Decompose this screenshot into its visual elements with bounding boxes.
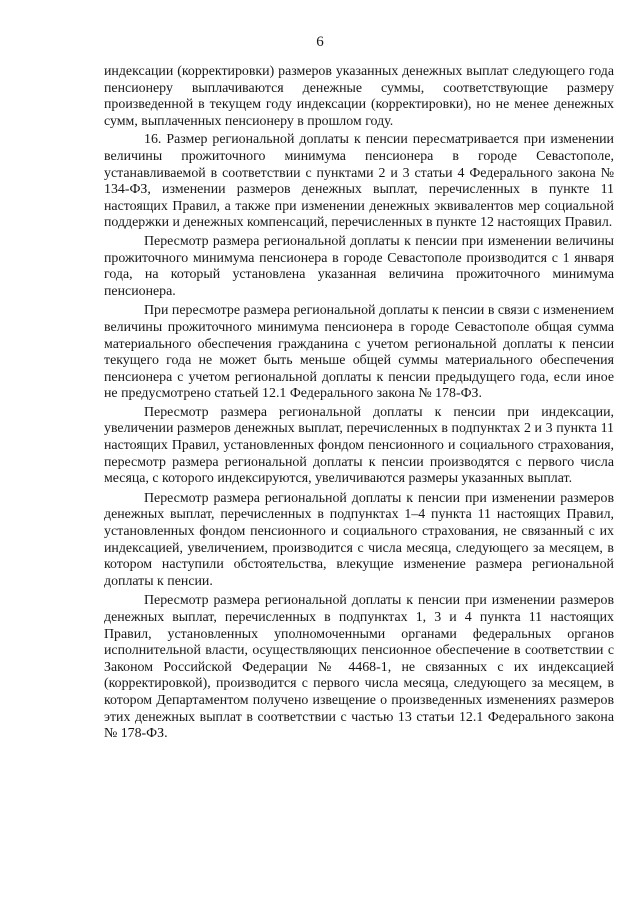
paragraph-indexation: Пересмотр размера региональной доплаты к пенсии при индексации, увеличении размеров денежных выплат, перечисленных в подпунктах 2 и 3 пункта 11 настоящих Правил, установленных фондом пенсионного и социального страхования, пересмотр размера региональной доплаты к пенсии производятся с первого числа месяца, с которого индексируются, увеличиваются размеры указанных выплат. <box>104 404 614 487</box>
paragraph-total-sum: При пересмотре размера региональной доплаты к пенсии в связи с изменением величины прожиточного минимума пенсионера в городе Севастополе общая сумма материального обеспечения гражданина с учетом региональной доплаты к пенсии текущего года не может быть меньше общей суммы материального обеспечения пенсионера с учетом региональной доплаты к пенсии предыдущего года, если иное не предусмотрено статьей 12.1 Федерального закона № 178-ФЗ. <box>104 303 614 402</box>
paragraph-federal-bodies: Пересмотр размера региональной доплаты к пенсии при изменении размеров денежных выплат, перечисленных в подпунктах 1, 3 и 4 пункта 11 настоящих Правил, установленных уполномоченными органами федеральных органов исполнительной власти, осуществляющих пенсионное обеспечение в соответствии с Законом Российской Федерации № 4468-1, не связанных с их индексацией (корректировкой), производится с первого числа месяца, следующего за месяцем, в котором Департаментом получено извещение о произведенных изменениях размеров этих денежных выплат в соответствии с частью 13 статьи 12.1 Федерального закона № 178-ФЗ. <box>104 593 614 742</box>
paragraph-continuation: индексации (корректировки) размеров указанных денежных выплат следующего года пенсионеру выплачиваются денежные суммы, соответствующие размеру произведенной в текущем году индексации (корректировки), но не менее денежных сумм, выплаченных пенсионеру в прошлом году. <box>104 64 614 129</box>
paragraph-item-16: 16. Размер региональной доплаты к пенсии пересматривается при изменении величины прожиточного минимума пенсионера в городе Севастополе, устанавливаемой в соответствии с пунктами 2 и 3 статьи 4 Федерального закона № 134-ФЗ, изменении размеров денежных выплат, перечисленных в пункте 11 настоящих Правил, а также при изменении денежных эквивалентов мер социальной поддержки и денежных компенсаций, перечисленных в пункте 12 настоящих Правил. <box>104 132 614 231</box>
paragraph-recalc-minimum: Пересмотр размера региональной доплаты к пенсии при изменении величины прожиточного минимума пенсионера в городе Севастополе производится с 1 января года, на который установлена указанная величина прожиточного минимума пенсионера. <box>104 233 614 299</box>
document-body <box>104 64 614 745</box>
paragraph-non-indexation: Пересмотр размера региональной доплаты к пенсии при изменении размеров денежных выплат, перечисленных в подпунктах 1–4 пункта 11 настоящих Правил, установленных фондом пенсионного и социального страхования, не связанный с их индексацией, увеличением, производится с числа месяца, следующего за месяцем, в котором наступили обстоятельства, влекущие изменение размера региональной доплаты к пенсии. <box>104 490 614 589</box>
page-number: 6 <box>316 34 324 50</box>
